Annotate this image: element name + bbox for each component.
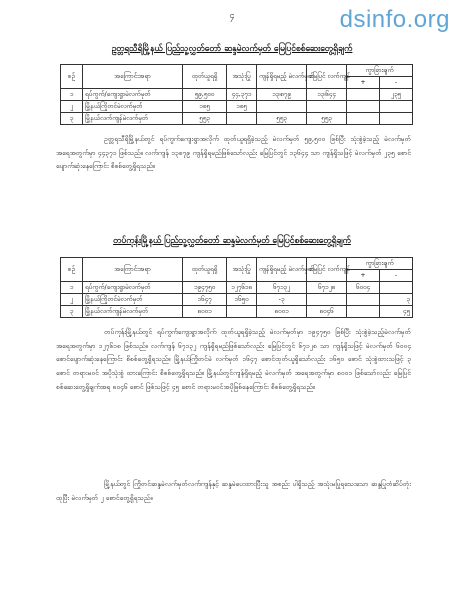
table-row [61, 282, 413, 294]
cell-released: ၁၈၅ [183, 101, 227, 113]
cell-ground: ၁၃၊၆၄၄ [307, 89, 347, 101]
header-minus: - [380, 270, 413, 282]
header-remaining: ကျန်ရှိရမည့် မဲလက်မှတ် [257, 65, 307, 89]
header-released: ထုတ်ယူရရှိ [183, 258, 227, 282]
table-header-row [61, 258, 413, 270]
header-difference: ကွာခြားချက် [347, 65, 413, 77]
header-ground: မြေပြင် လက်ကျန် [307, 258, 347, 282]
cell-remaining: ၁၃၊၈၇၉ [257, 89, 307, 101]
header-no: စဉ် [61, 65, 83, 89]
cell-no: ၃ [61, 113, 83, 125]
cell-no: ၁ [61, 282, 83, 294]
cell-used: ၁၂၇၆၁၈ [227, 282, 257, 294]
cell-description: မြို့နယ်ကြိုတင်မဲလက်မှတ် [83, 101, 183, 113]
section-1-paragraph: ဥတ္တရသီရိမြို့နယ်တွင် ရပ်ကွက်ကျေးရွာအလိုက် ထုတ်ယူရရှိခဲ့သည့် မဲလက်မှတ် ၅၉,၅၀၀ ဖြစ်ပြီး သုံးစွဲခဲ့သည့် မဲလက်မှတ်အရေအတွက်မှာ ၄၄၃၇၁ ဖြစ်သည်။ လက်ကျန် ၁၃၈၇၉ ကျန်ရှိရမည်ဖြစ်သော်လည်း မြေပြင်တွင် ၁၃၆၄၄ သာ ကျန်ရှိသဖြင့် မဲလက်မှတ် ၂၃၅ စောင် ပျောက်ဆုံးနေကြောင်း စိစစ်တွေ့ရှိရသည်။ [56, 135, 411, 171]
cell-plus [347, 89, 380, 101]
watermark-logo: dsinfo.org [339, 6, 450, 33]
header-plus: + [347, 77, 380, 89]
section-1-heading-text: ဥတ္တရသီရိမြို့နယ် ပြည်သူ့လွှတ်တော် ဆန္ဒမဲလက်မှတ် မြေပြင်စစ်ဆေးတွေ့ရှိချက် [111, 44, 353, 54]
section-2-heading-text: တပ်ကုန်းမြို့နယ် ပြည်သူ့လွှတ်တော် ဆန္ဒမဲလက်မှတ် မြေပြင်စစ်ဆေးတွေ့ရှိချက် [113, 236, 351, 246]
table-row [61, 89, 413, 101]
cell-used [227, 306, 257, 318]
section-2-table [60, 257, 413, 318]
header-minus: - [380, 77, 413, 89]
header-used: အသုံးပြု [227, 65, 257, 89]
cell-remaining: -၃ [257, 294, 307, 306]
cell-no: ၂ [61, 101, 83, 113]
section-2-heading [0, 236, 464, 248]
cell-description: ရပ်ကွက်/ကျေးရွာမဲလက်မှတ် [83, 89, 183, 101]
header-used: အသုံးပြု [227, 258, 257, 282]
header-remaining: ကျန်ရှိရမည့် မဲလက်မှတ် [257, 258, 307, 282]
cell-ground: ၅၅၃ [307, 113, 347, 125]
cell-minus: ၃ [380, 294, 413, 306]
cell-released: ၅၅၃ [183, 113, 227, 125]
cell-minus: ၂၃၅ [380, 89, 413, 101]
section-1-heading [0, 44, 464, 56]
cell-ground [307, 294, 347, 306]
cell-used [227, 113, 257, 125]
cell-description: မြို့နယ်လက်ကျန်မဲလက်မှတ် [83, 113, 183, 125]
section-2-paragraph: တပ်ကုန်းမြို့နယ်တွင် ရပ်ကွက်ကျေးရွာအလိုက် ထုတ်ယူရရှိခဲ့သည့် မဲလက်မှတ်မှာ ၁၉၄၇၅၀ ဖြစ်ပြီး သုံးစွဲခဲ့သည့်မဲလက်မှတ်အရေအတွက်မှာ ၁၂၇၆၁၈ ဖြစ်သည်။ လက်ကျန် ၆၇၁၃၂ ကျန်ရှိရမည်ဖြစ်သော်လည်း မြေပြင်တွင် ၆၇၁၂၈ သာ ကျန်ရှိသဖြင့် မဲလက်မှတ် ၆၀၀၄ စောင်ပျောက်ဆုံးနေကြောင်း စိစစ်တွေ့ရှိရသည်။ မြို့နယ်ကြိုတင်မဲ လက်မှတ် ၁၆၄၇ စောင်ထုတ်ယူရှိသော်လည်း ၁၆၅၀ စောင် သုံးစွဲထားသဖြင့် ၃ စောင် တရားမဝင် အပိုသုံးစွဲ ထားကြောင်း စိစစ်တွေ့ရှိရသည်။ မြို့နယ်တွင်ကျန်ရှိရမည့် မဲလက်မှတ် အရေအတွက်မှာ ၈၀၀၁ ဖြစ်သော်လည်း မြေပြင်စစ်ဆေးတွေ့ရှိချက်အရ ၈၀၄၆ စောင် ဖြစ်သဖြင့် ၄၅ စောင် တရားမဝင်အပိုဖြစ်နေကြောင်း စိစစ်တွေ့ရှိရသည်။ [56, 328, 411, 391]
cell-used: ၁၆၅၀ [227, 294, 257, 306]
cell-released: ၈၀၀၁ [183, 306, 227, 318]
cell-used: ၁၈၅ [227, 101, 257, 113]
cell-description: ရပ်ကွက်/ကျေးရွာမဲလက်မှတ် [83, 282, 183, 294]
table-row [61, 113, 413, 125]
table-row [61, 101, 413, 113]
cell-released: ၁၉၄၇၅၀ [183, 282, 227, 294]
cell-no: ၁ [61, 89, 83, 101]
cell-description: မြို့နယ်လက်ကျန်မဲလက်မှတ် [83, 306, 183, 318]
cell-minus: ၄၅ [380, 306, 413, 318]
cell-ground: ၈၀၄၆ [307, 306, 347, 318]
header-difference: ကွာခြားချက် [347, 258, 413, 270]
table-row [61, 306, 413, 318]
page-number: ၄ [229, 11, 235, 21]
cell-no: ၂ [61, 294, 83, 306]
section-1-table [60, 64, 413, 125]
cell-minus [380, 113, 413, 125]
cell-description: မြို့နယ်ကြိုတင်မဲလက်မှတ် [83, 294, 183, 306]
cell-remaining [257, 101, 307, 113]
cell-minus [380, 282, 413, 294]
header-plus: + [347, 270, 380, 282]
cell-plus [347, 294, 380, 306]
cell-remaining: ၅၅၃ [257, 113, 307, 125]
cell-plus: ၆၀၀၄ [347, 282, 380, 294]
cell-released: ၅၉,၅၀၀ [183, 89, 227, 101]
cell-used: ၄၄,၃၇၁ [227, 89, 257, 101]
table-header-row [61, 65, 413, 77]
header-no: စဉ် [61, 258, 83, 282]
cell-ground: ၆၇၁၂၈ [307, 282, 347, 294]
cell-plus [347, 113, 380, 125]
cell-no: ၃ [61, 306, 83, 318]
cell-released: ၁၆၄၇ [183, 294, 227, 306]
table-row [61, 294, 413, 306]
cell-plus [347, 306, 380, 318]
header-ground: မြေပြင် လက်ကျန် [307, 65, 347, 89]
header-released: ထုတ်ယူရရှိ [183, 65, 227, 89]
cell-remaining: ၈၀၀၁ [257, 306, 307, 318]
cell-plus [347, 101, 380, 113]
cell-remaining: ၆၇၁၃၂ [257, 282, 307, 294]
header-description: အကြောင်းအရာ [83, 258, 183, 282]
final-paragraph: မြို့နယ်တွင် ကြိုတင်ဆန္ဒမဲလက်မှတ်လက်ကျန်နှင့် ဆန္ဒမဲပေးထားပြီးသူ အစည်း ပါရှိသည့် အသုံးမပြုရသေးသော ဆန္ဒပြုတံဆိပ်တုံးထုပြီး မဲလက်မှတ် ၂ စောင်တွေ့ရှိရသည်။ [56, 480, 411, 502]
cell-minus [380, 101, 413, 113]
cell-ground [307, 101, 347, 113]
header-description: အကြောင်းအရာ [83, 65, 183, 89]
